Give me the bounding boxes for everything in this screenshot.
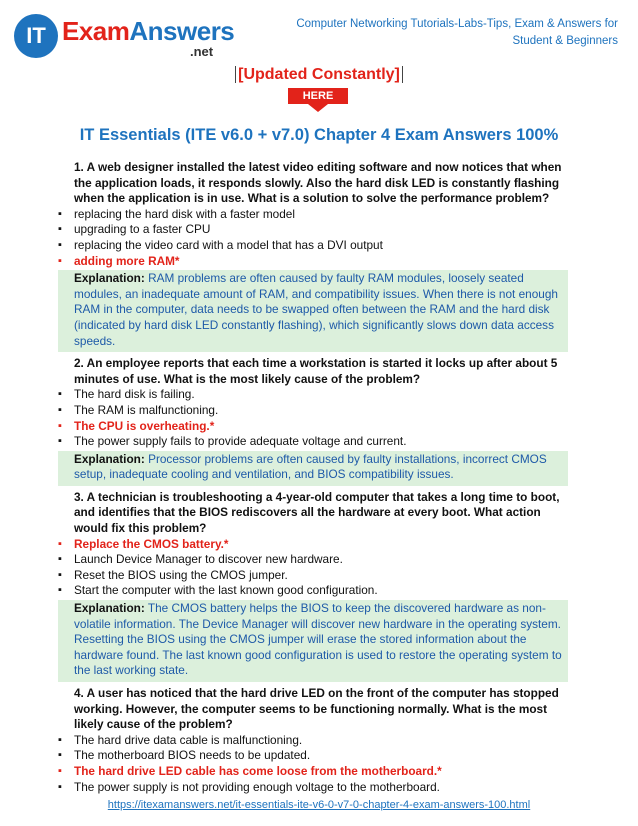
correct-answer-option: ▪ The CPU is overheating.* — [58, 419, 568, 435]
answer-option: ▪ Reset the BIOS using the CMOS jumper. — [58, 568, 568, 584]
explanation-label: Explanation: — [74, 451, 145, 466]
explanation-text: Processor problems are often caused by faulty installations, incorrect CMOS setup, inadequate cooling and ventilation, and BIOS compatibility issues. — [74, 451, 547, 482]
answer-option: ▪ Start the computer with the last known good configuration. — [58, 583, 568, 599]
updated-banner: [Updated Constantly] — [0, 66, 638, 84]
answer-option: ▪ The motherboard BIOS needs to be updated. — [58, 748, 568, 764]
answer-option: ▪ The RAM is malfunctioning. — [58, 403, 568, 419]
explanation-label: Explanation: — [74, 601, 145, 616]
site-logo[interactable] — [14, 14, 234, 58]
answer-list — [58, 387, 568, 449]
question-text: 2. An employee reports that each time a workstation is started it locks up after about 5 minutes of use. What is the most likely cause of the problem? — [74, 356, 558, 386]
explanation-label: Explanation: — [74, 271, 145, 286]
answer-option: ▪ replacing the video card with a model that has a DVI output — [58, 238, 568, 254]
answer-option: ▪ The hard disk is failing. — [58, 387, 568, 403]
correct-answer-option: ▪ adding more RAM* — [58, 254, 568, 270]
exam-content — [58, 160, 568, 795]
question-text: 3. A technician is troubleshooting a 4-year-old computer that takes a long time to boot, and identifies that the BIOS rediscovers all the hardware at every boot. What action would fix this problem? — [74, 489, 560, 536]
here-label: HERE — [288, 88, 348, 104]
answer-option: ▪ Launch Device Manager to discover new hardware. — [58, 552, 568, 568]
explanation-box — [58, 270, 568, 352]
page-title: IT Essentials (ITE v6.0 + v7.0) Chapter 4 Exam Answers 100% — [79, 126, 559, 144]
logo-wordmark: ExamAnswers — [62, 16, 235, 46]
question-text: 1. A web designer installed the latest video editing software and now notices that when the application loads, it responds slowly. Also the hard disk LED is constantly flashing when the application is in use. What is a solution to solve the performance problem? — [74, 160, 562, 206]
explanation-text: The CMOS battery helps the BIOS to keep the discovered hardware as non-volatile information. The Device Manager will discover new hardware in the operating system. Resetting the BIOS using the CMOS jumper will erase the stored information about the hardware found. The last known good configuration is used to restore the operating system to the last working state. — [74, 601, 562, 678]
site-tagline: Computer Networking Tutorials-Labs-Tips, Exam & Answers for Student & Beginners — [296, 18, 618, 47]
explanation-text: RAM problems are often caused by faulty RAM modules, loosely seated modules, an inadequate amount of RAM, and compatibility issues. When there is not enough RAM in the computer, data needs to be swapped often between the RAM and the hard disk (indicated by hard disk LED constantly flashing), which significantly slows down data access speeds. — [74, 271, 558, 348]
logo-badge-icon: IT — [14, 14, 58, 58]
explanation-box — [58, 600, 568, 682]
correct-answer-option: ▪ Replace the CMOS battery.* — [58, 537, 568, 553]
answer-option: ▪ upgrading to a faster CPU — [58, 222, 568, 238]
answer-option: ▪ The power supply fails to provide adequate voltage and current. — [58, 434, 568, 450]
answer-list — [58, 207, 568, 269]
arrow-tip — [308, 104, 328, 112]
answer-list — [58, 537, 568, 599]
logo-domain: .net — [190, 44, 214, 59]
answer-list — [58, 733, 568, 795]
explanation-box — [58, 451, 568, 486]
question-text: 4. A user has noticed that the hard drive LED on the front of the computer has stopped working. However, the computer seems to be functioning normally. What is the most likely cause of the problem? — [74, 686, 559, 732]
here-arrow-icon[interactable] — [288, 88, 348, 114]
footer-source-link[interactable]: https://itexamanswers.net/it-essentials-ite-v6-0-v7-0-chapter-4-exam-answers-100.html — [107, 799, 531, 811]
correct-answer-option: ▪ The hard drive LED cable has come loose from the motherboard.* — [58, 764, 568, 780]
answer-option: ▪ The hard drive data cable is malfunctioning. — [58, 733, 568, 749]
answer-option: ▪ replacing the hard disk with a faster model — [58, 207, 568, 223]
answer-option: ▪ The power supply is not providing enough voltage to the motherboard. — [58, 780, 568, 796]
